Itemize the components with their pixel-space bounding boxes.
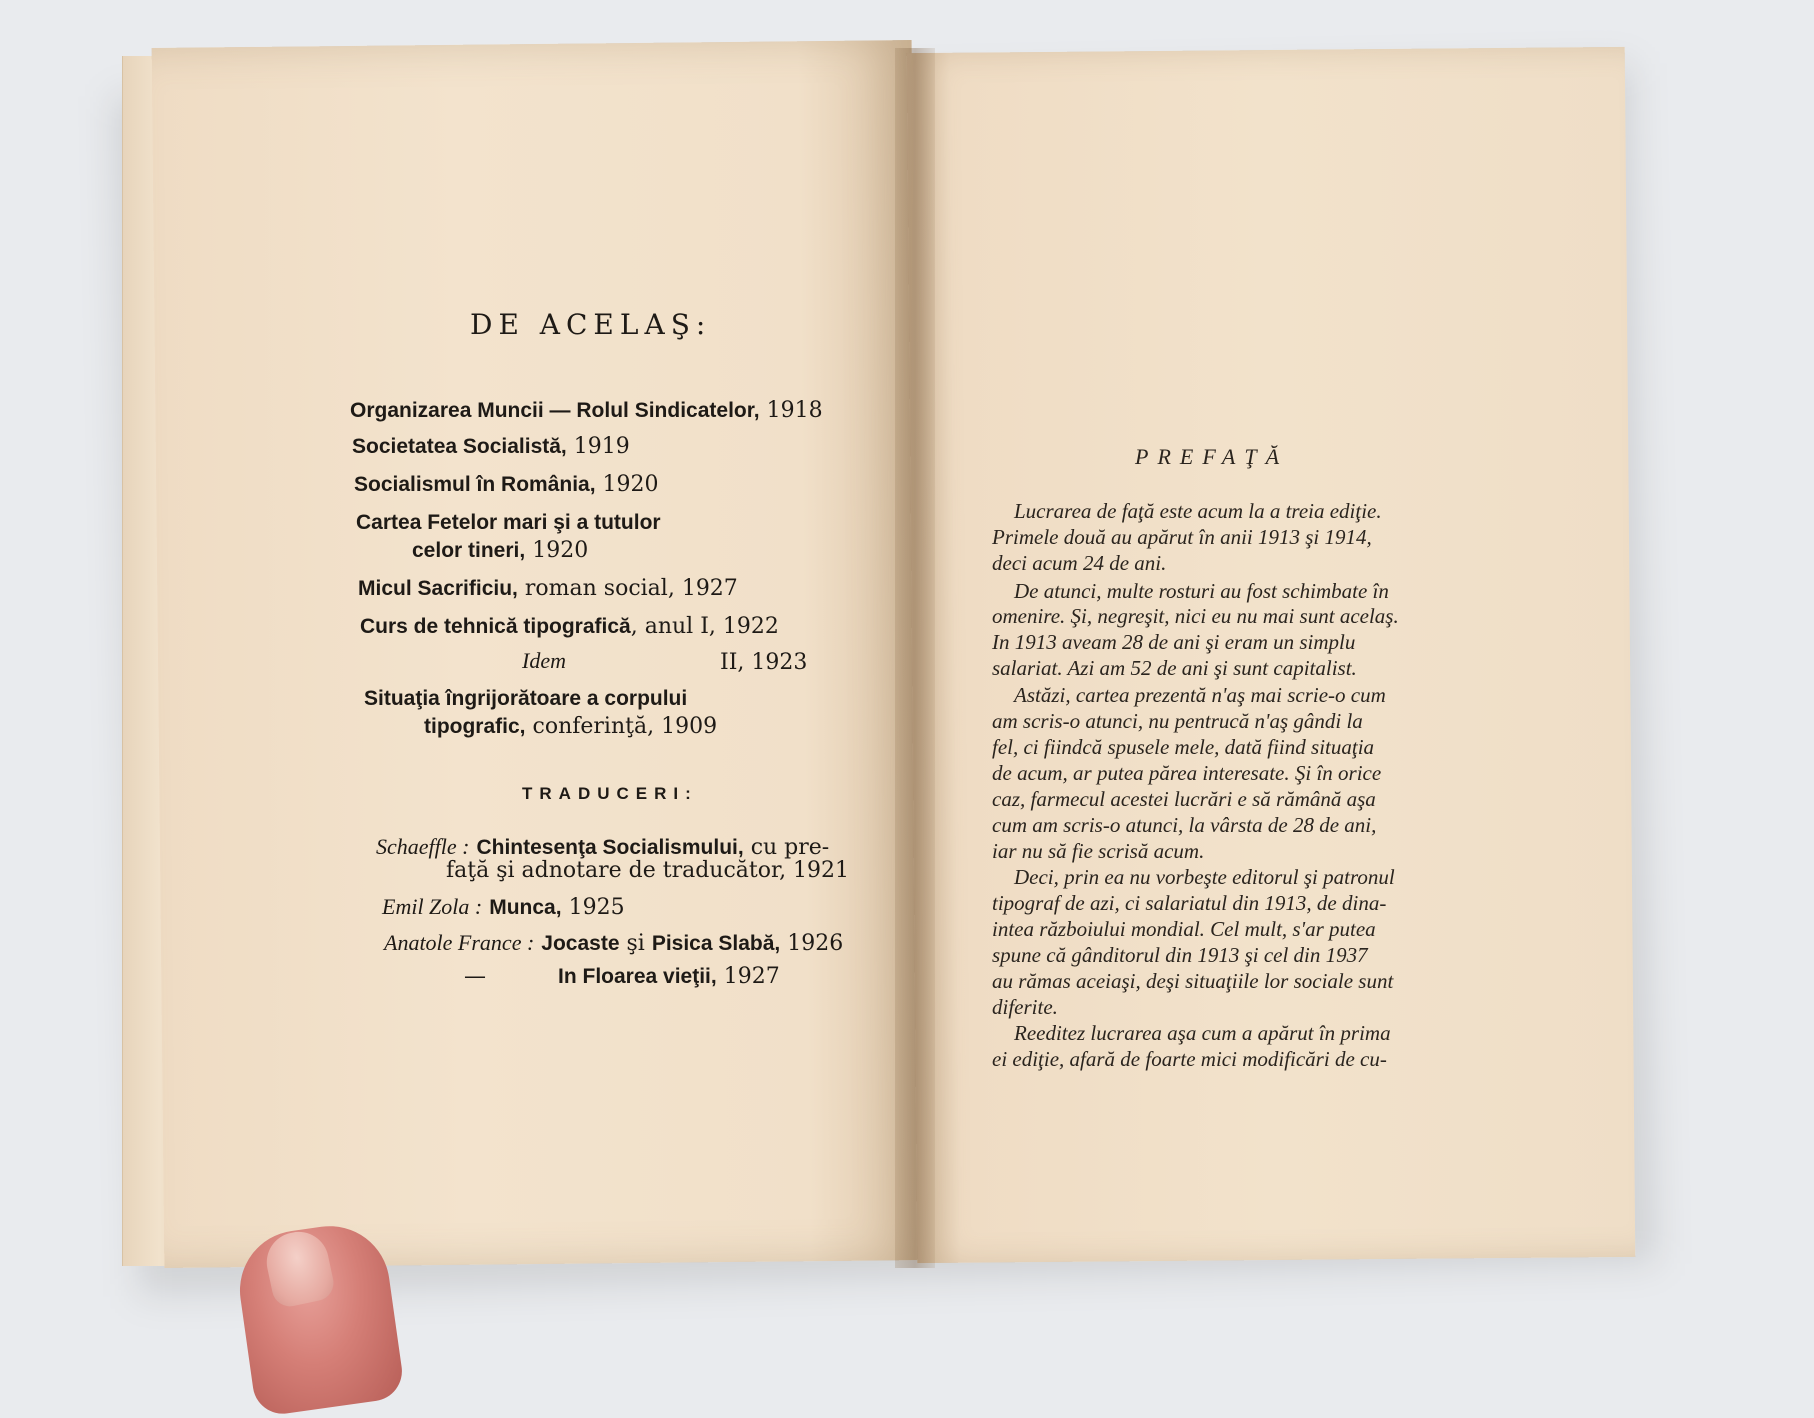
work-entry: tipografic, conferinţă, 1909 [424,714,718,739]
preface-line: In 1913 aveam 28 de ani şi eram un simplu [992,630,1356,654]
preface-line: cum am scris-o atunci, la vârsta de 28 de ani, [992,813,1377,837]
preface-line: tipograf de azi, ci salariatul din 1913, de dina- [992,891,1387,915]
preface-line: intea războiului mondial. Cel mult, s'ar putea [992,917,1376,941]
translation-entry-dash: — [464,964,486,989]
preface-line: de acum, ar putea părea interesate. Şi în orice [992,761,1382,785]
translation-entry: In Floarea vieţii, 1927 [558,964,780,989]
preface-line: ei ediţie, afară de foarte mici modificări de cu- [992,1047,1387,1071]
preface-line: Astăzi, cartea prezentă n'aş mai scrie-o cum [1014,683,1386,707]
preface-line: fel, ci fiindcă spusele mele, dată fiind situaţia [992,735,1375,759]
preface-line: De atunci, multe rosturi au fost schimbate în [1014,579,1389,603]
work-entry: Cartea Fetelor mari şi a tutulor [356,511,661,534]
work-entry: Organizarea Muncii — Rolul Sindicatelor, 1918 [350,398,823,423]
translation-entry: Anatole France : Jocaste şi Pisica Slabă, 1926 [384,930,844,956]
preface-line: iar nu să fie scrisă acum. [992,839,1205,863]
preface-line: spune că gânditorul din 1913 şi cel din 1937 [992,943,1368,967]
preface-line: omenire. Şi, negreşit, nici eu nu mai sunt acelaş. [992,604,1399,628]
translation-entry: Schaeffle : Chintesenţa Socialismului, cu pre- [376,834,830,860]
preface-line: Reeditez lucrarea aşa cum a apărut în prima [1014,1021,1391,1045]
work-entry-idem: Idem [522,648,566,673]
work-entry: Societatea Socialistă, 1919 [352,434,630,459]
work-entry: Socialismul în România, 1920 [354,472,659,497]
preface-line: salariat. Azi am 52 de ani şi sunt capitalist. [992,656,1357,680]
preface-line: am scris-o atunci, nu pentrucă n'aş gândi la [992,709,1363,733]
preface-line: deci acum 24 de ani. [992,551,1167,575]
translation-entry: Emil Zola : Munca, 1925 [382,894,625,920]
preface-line: Lucrarea de faţă este acum la a treia ediţie. [1014,499,1382,523]
preface-line: diferite. [992,995,1058,1019]
work-entry-idem-year: II, 1923 [720,650,808,675]
translation-entry: faţă şi adnotare de traducător, 1921 [446,858,850,883]
preface-line: Primele două au apărut în anii 1913 şi 1914, [992,525,1372,549]
preface-line: au rămas aceiaşi, deşi situaţiile lor sociale sunt [992,969,1394,993]
preface-line: caz, farmecul acestei lucrări e să rămână aşa [992,787,1376,811]
work-entry: Situaţia îngrijorătoare a corpului [364,687,688,710]
works-heading: DE ACELAŞ: [470,308,712,341]
work-entry: celor tineri, 1920 [412,538,589,563]
preface-title: PREFAŢĂ [1135,444,1289,469]
work-entry: Curs de tehnică tipografică, anul I, 1922 [360,614,779,639]
work-entry: Micul Sacrificiu, roman social, 1927 [358,576,738,601]
preface-line: Deci, prin ea nu vorbeşte editorul şi patronul [1014,865,1395,889]
translations-heading: TRADUCERI: [522,784,698,803]
